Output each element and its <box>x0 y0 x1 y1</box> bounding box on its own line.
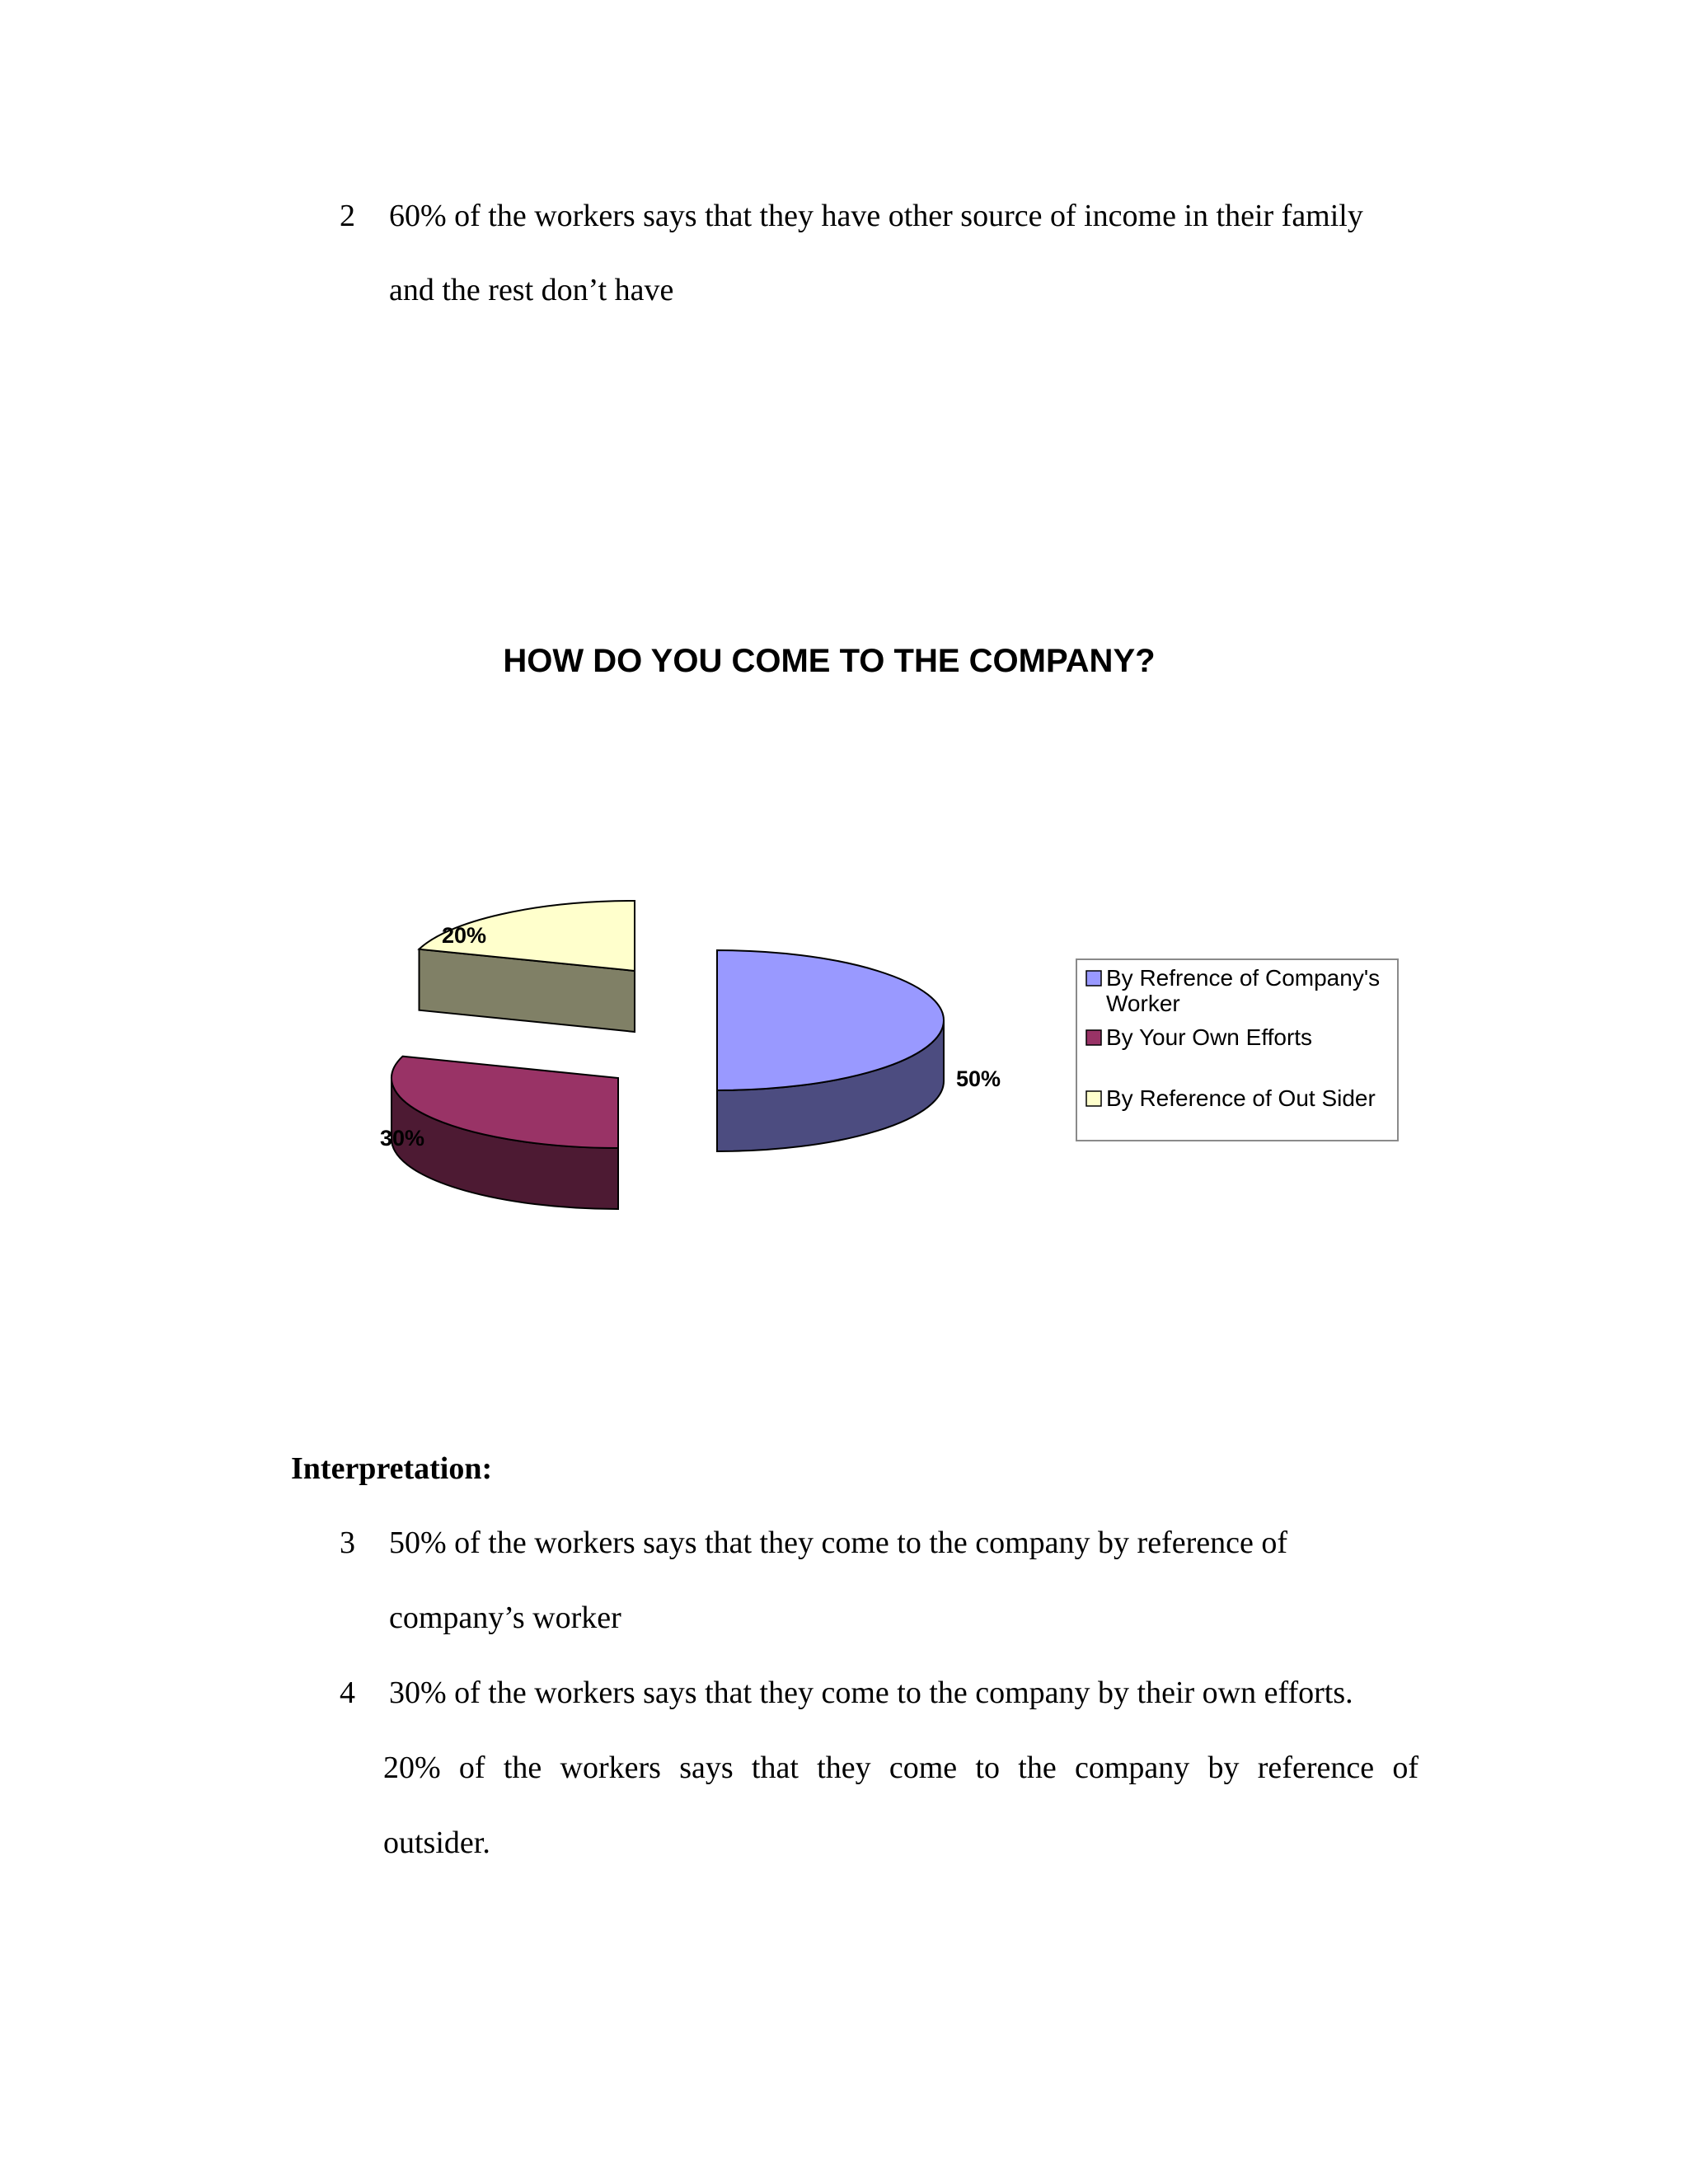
legend-swatch-out-sider <box>1086 1091 1101 1106</box>
data-label-out-sider: 20% <box>442 923 487 948</box>
intro-line-2: and the rest don’t have <box>389 273 674 307</box>
interpretation-heading: Interpretation: <box>291 1451 493 1486</box>
legend-label-company-worker-line1: By Refrence of Company's <box>1106 965 1381 991</box>
list-number-2: 2 <box>340 199 355 233</box>
legend-label-company-worker-line2: Worker <box>1106 991 1180 1016</box>
chart-legend <box>1076 959 1398 1141</box>
intro-line-1: 60% of the workers says that they have other source of income in their family <box>389 199 1363 233</box>
item3-line-2: company’s worker <box>389 1601 621 1635</box>
data-label-own-efforts: 30% <box>380 1126 425 1151</box>
list-number-4: 4 <box>340 1675 355 1710</box>
legend-swatch-own-efforts <box>1086 1030 1101 1045</box>
chart-title: HOW DO YOU COME TO THE COMPANY? <box>503 643 1156 679</box>
item3-line-1: 50% of the workers says that they come to the company by reference of <box>389 1526 1287 1560</box>
item4-line-3: outsider. <box>383 1825 490 1860</box>
data-label-company-worker: 50% <box>956 1066 1001 1091</box>
legend-label-out-sider: By Reference of Out Sider <box>1106 1085 1376 1111</box>
item4-line-2: 20% of the workers says that they come to the company by reference of <box>383 1750 1418 1785</box>
list-number-3: 3 <box>340 1526 355 1560</box>
item4-line-1: 30% of the workers says that they come to the company by their own efforts. <box>389 1675 1353 1710</box>
legend-label-own-efforts: By Your Own Efforts <box>1106 1024 1313 1050</box>
legend-swatch-company-worker <box>1086 971 1101 986</box>
